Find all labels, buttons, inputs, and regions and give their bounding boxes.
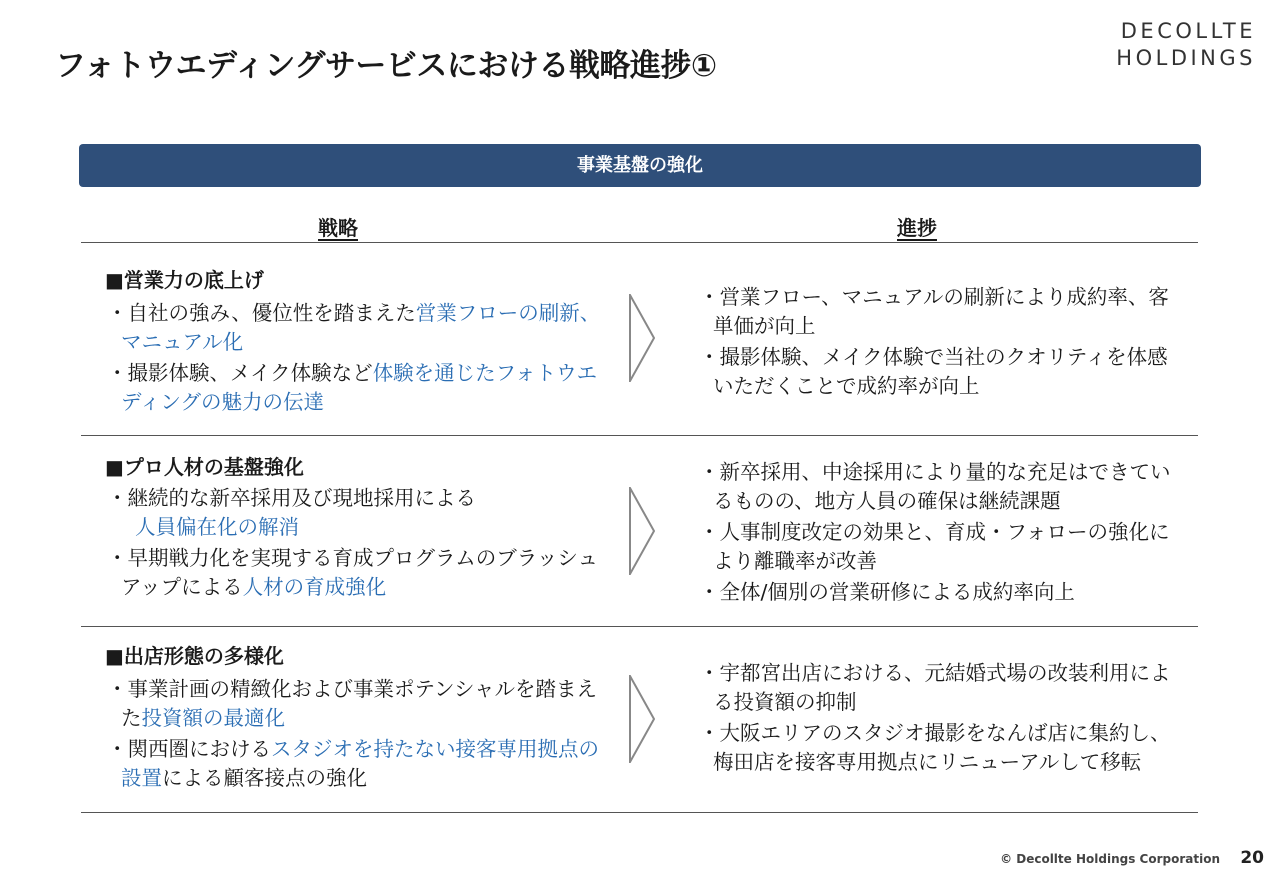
strategy-list (105, 675, 605, 795)
progress-item: ・営業フロー、マニュアルの刷新により成約率、客単価が向上 (699, 285, 1169, 338)
progress-list (697, 283, 1187, 403)
section-title: ■営業力の底上げ (105, 268, 264, 292)
page-title: フォトウエディングサービスにおける戦略進捗① (55, 48, 717, 84)
progress-item: ・大阪エリアのスタジオ撮影をなんば店に集約し、梅田店を接客専用拠点にリニューアルして移転 (699, 721, 1171, 774)
progress-list (697, 458, 1187, 609)
strategy-item: ・早期戦力化を実現する育成プログラムのブラッシュアップによる人材の育成強化 (107, 546, 598, 599)
strategy-list (105, 484, 605, 604)
strategy-item: ・関西圏におけるスタジオを持たない接客専用拠点の設置による顧客接点の強化 (107, 737, 599, 790)
strategy-item: ・撮影体験、メイク体験など体験を通じたフォトウエディングの魅力の伝達 (107, 361, 598, 414)
strategy-list (105, 299, 605, 419)
divider-top (81, 242, 1198, 243)
strategy-section-3 (105, 642, 1195, 790)
progress-item: ・人事制度改定の効果と、育成・フォローの強化により離職率が改善 (699, 520, 1170, 573)
strategy-item: ・事業計画の精緻化および事業ポテンシャルを踏まえた投資額の最適化 (107, 677, 598, 730)
strategy-item: ・自社の強み、優位性を踏まえた営業フローの刷新、マニュアル化 (107, 301, 601, 354)
logo-line-1: DECOLLTE (1120, 19, 1256, 43)
chevron-right-icon (629, 675, 655, 763)
section-banner: 事業基盤の強化 (79, 144, 1201, 187)
chevron-right-icon (629, 487, 655, 575)
progress-item: ・全体/個別の営業研修による成約率向上 (699, 580, 1075, 604)
progress-item: ・宇都宮出店における、元結婚式場の改装利用による投資額の抑制 (699, 661, 1171, 714)
divider-2 (81, 626, 1198, 627)
column-header-strategy: 戦略 (318, 216, 358, 240)
progress-item: ・新卒採用、中途採用により量的な充足はできているものの、地方人員の確保は継続課題 (699, 460, 1171, 513)
section-title: ■出店形態の多様化 (105, 644, 284, 668)
column-header-progress: 進捗 (897, 216, 937, 240)
strategy-section-2 (105, 453, 1195, 604)
page-number: 20 (1240, 848, 1264, 868)
strategy-item: ・継続的な新卒採用及び現地採用による 人員偏在化の解消 (107, 486, 476, 539)
company-logo (1116, 18, 1256, 72)
divider-1 (81, 435, 1198, 436)
logo-line-2: HOLDINGS (1116, 46, 1256, 70)
progress-item: ・撮影体験、メイク体験で当社のクオリティを体感いただくことで成約率が向上 (699, 345, 1168, 398)
divider-bottom (81, 812, 1198, 813)
section-title: ■プロ人材の基盤強化 (105, 455, 304, 479)
chevron-right-icon (629, 294, 655, 382)
strategy-section-1 (105, 266, 1195, 414)
progress-list (697, 659, 1187, 779)
copyright: © Decollte Holdings Corporation (1000, 852, 1220, 866)
